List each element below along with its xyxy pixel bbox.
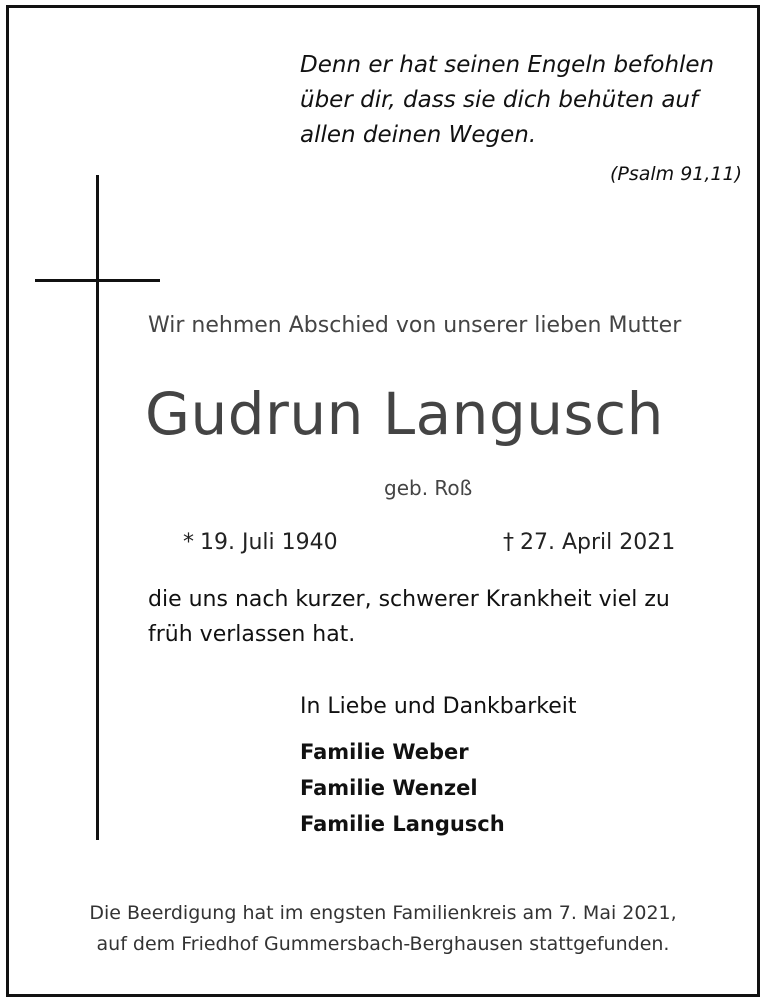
maiden-name: geb. Roß	[384, 476, 473, 500]
death-date-text: 27. April 2021	[520, 530, 676, 555]
text-line: die uns nach kurzer, schwerer Krankheit viel zu	[148, 587, 670, 612]
announcement-text: Wir nehmen Abschied von unserer lieben Mutter	[148, 313, 682, 338]
family-name: Familie Wenzel	[300, 776, 478, 800]
dagger-icon: †	[503, 530, 514, 555]
birth-date-text: 19. Juli 1940	[200, 530, 338, 555]
cross-icon-vertical-bar	[96, 175, 99, 840]
funeral-line: Die Beerdigung hat im engsten Familienkreis am 7. Mai 2021,	[89, 902, 677, 924]
deceased-name: Gudrun Langusch	[145, 380, 664, 448]
funeral-line: auf dem Friedhof Gummersbach-Berghausen stattgefunden.	[96, 933, 670, 955]
obituary-text	[148, 582, 738, 652]
text-line: früh verlassen hat.	[148, 622, 356, 647]
family-name: Familie Weber	[300, 740, 469, 764]
birth-date	[183, 530, 338, 555]
bible-verse	[300, 48, 740, 153]
family-name: Familie Langusch	[300, 812, 505, 836]
verse-line: Denn er hat seinen Engeln befohlen	[300, 52, 715, 78]
closing-text: In Liebe und Dankbarkeit	[300, 694, 577, 719]
star-icon: *	[183, 530, 194, 555]
funeral-notice	[0, 898, 766, 960]
death-date	[503, 530, 675, 555]
verse-source: (Psalm 91,11)	[609, 163, 742, 185]
cross-icon-horizontal-bar	[35, 279, 160, 282]
verse-line: allen deinen Wegen.	[300, 122, 537, 148]
obituary-frame	[6, 5, 760, 997]
family-list	[300, 734, 505, 842]
verse-line: über dir, dass sie dich behüten auf	[300, 87, 699, 113]
